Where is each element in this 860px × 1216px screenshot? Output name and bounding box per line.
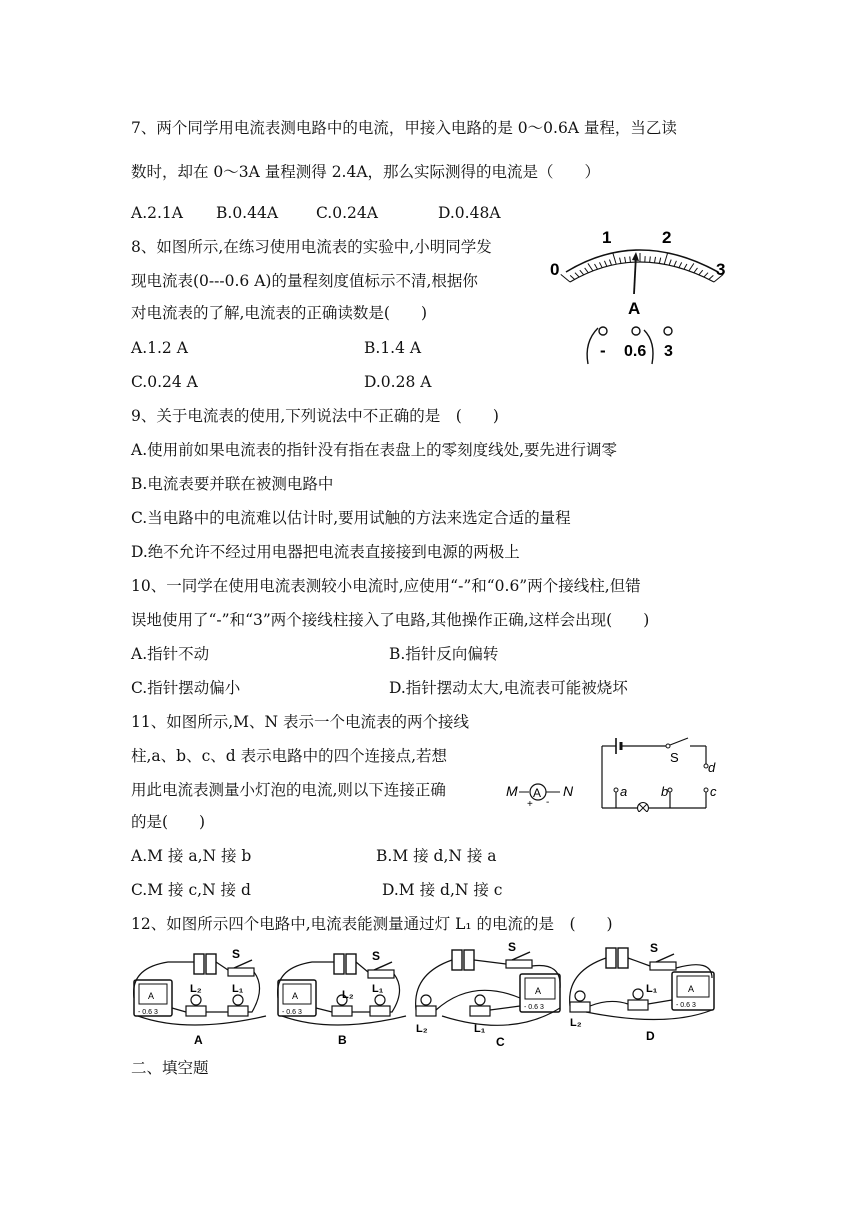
- q11-stem-line3: 用此电流表测量小灯泡的电流,则以下连接正确: [131, 781, 446, 799]
- dial-tick: [561, 274, 570, 282]
- circuit-mn-figure: [504, 732, 724, 812]
- lamp-l1-label: L₁: [232, 983, 244, 995]
- switch-label: S: [232, 947, 241, 961]
- q9-option-c: C.当电路中的电流难以估计时,要用试触的方法来选定合适的量程: [131, 509, 571, 527]
- battery-icon: [334, 954, 344, 974]
- dial-tick: [699, 270, 703, 275]
- ammeter-dial-figure: [540, 218, 740, 368]
- dial-tick: [630, 256, 631, 262]
- q10-option-d: D.指针摆动太大,电流表可能被烧坏: [389, 679, 628, 697]
- circuit-label: C: [496, 1035, 505, 1049]
- lamp-l2-label: L₂: [416, 1023, 428, 1035]
- circuit-a: [134, 947, 266, 1047]
- dial-tick: [609, 260, 611, 266]
- q11-stem-line4: 的是( ): [131, 813, 206, 831]
- ammeter-letter: A: [535, 986, 542, 996]
- battery-icon: [606, 948, 616, 968]
- switch-label: S: [372, 949, 381, 963]
- q9-option-a: A.使用前如果电流表的指针没有指在表盘上的零刻度线处,要先进行调零: [131, 441, 618, 459]
- terminal-3: [664, 327, 672, 335]
- q11-option-a: A.M 接 a,N 接 b: [131, 847, 252, 865]
- battery-icon: [194, 954, 204, 974]
- dial-tick: [659, 258, 660, 264]
- dial-tick: [654, 257, 655, 263]
- switch-icon: [506, 960, 532, 968]
- q8-option-b: B.1.4 A: [364, 339, 422, 357]
- lamp-l1-icon: [370, 1006, 390, 1016]
- battery-icon: [452, 950, 462, 970]
- dial-tick: [684, 264, 687, 269]
- q11-option-d: D.M 接 d,N 接 c: [382, 881, 503, 899]
- q10-stem-line2: 误地使用了“-”和“3”两个接线柱接入了电路,其他操作正确,这样会出现( ): [131, 611, 650, 629]
- dial-tick: [613, 253, 616, 264]
- q8-stem-line1: 8、如图所示,在练习使用电流表的实验中,小明同学发: [131, 238, 492, 256]
- ammeter-scale: - 0.6 3: [676, 1002, 696, 1009]
- terminal-0-6-label: 0.6: [624, 343, 647, 360]
- lamp-l2-label: L₂: [190, 983, 202, 995]
- scale-label-2: 2: [662, 228, 672, 247]
- q11-stem-line2: 柱,a、b、c、d 表示电路中的四个连接点,若想: [131, 747, 448, 765]
- dial-tick: [620, 258, 621, 264]
- point-c-label: c: [710, 784, 717, 799]
- lamp-l2-label: L₂: [342, 989, 354, 1001]
- q10-option-a: A.指针不动: [131, 645, 210, 663]
- small-ammeter-label: A: [533, 786, 542, 800]
- ammeter-scale: - 0.6 3: [524, 1004, 544, 1011]
- terminal-minus-label: -: [600, 341, 606, 360]
- dial-tick: [669, 260, 671, 266]
- q8-option-d: D.0.28 A: [364, 373, 432, 391]
- lamp-l1-icon: [470, 1006, 490, 1016]
- dial-tick: [588, 263, 593, 270]
- meter-letter: A: [628, 299, 641, 318]
- dial-tick: [650, 256, 651, 262]
- q7-option-d: D.0.48A: [438, 204, 501, 222]
- circuit-c: [416, 940, 560, 1049]
- point-b-label: b: [661, 784, 669, 799]
- terminal-3-label: 3: [664, 343, 673, 360]
- q12-circuits-figure: [128, 938, 738, 1050]
- switch-icon: [368, 970, 394, 978]
- dial-tick: [689, 263, 694, 270]
- dial-tick: [674, 261, 676, 267]
- circuit-label: A: [194, 1033, 203, 1047]
- lamp-l2-icon: [570, 1002, 590, 1012]
- q11-option-b: B.M 接 d,N 接 a: [376, 847, 497, 865]
- scale-label-3: 3: [716, 260, 726, 279]
- point-d-label: d: [708, 760, 716, 775]
- q11-option-c: C.M 接 c,N 接 d: [131, 881, 251, 899]
- q7-option-a: A.2.1A: [131, 204, 183, 222]
- switch-icon: [228, 968, 254, 976]
- dial-tick: [625, 257, 626, 263]
- ammeter-minus: -: [546, 797, 550, 808]
- section-2-title: 二、填空题: [131, 1059, 209, 1077]
- dial-tick: [594, 264, 597, 269]
- lamp-l1-label: L₁: [646, 983, 658, 995]
- switch-label: S: [508, 940, 517, 954]
- dial-tick: [694, 268, 698, 273]
- q9-option-b: B.电流表要并联在被测电路中: [131, 475, 334, 493]
- dial-tick: [604, 261, 606, 267]
- q11-stem-line1: 11、如图所示,M、N 表示一个电流表的两个接线: [131, 713, 470, 731]
- terminal-m-label: M: [506, 783, 518, 799]
- dial-tick: [575, 273, 579, 277]
- lamp-l1-icon: [228, 1006, 248, 1016]
- q9-stem: 9、关于电流表的使用,下列说法中不正确的是 ( ): [131, 407, 499, 425]
- circuit-label: B: [338, 1033, 347, 1047]
- circuit-label: D: [646, 1029, 655, 1043]
- dial-tick: [585, 268, 589, 273]
- q7-stem-line1: 7、两个同学用电流表测电路中的电流，甲接入电路的是 0～0.6A 量程，当乙读: [131, 119, 677, 137]
- terminal-minus: [599, 327, 607, 335]
- ammeter-letter: A: [148, 991, 155, 1001]
- dial-tick: [709, 275, 713, 279]
- lamp-l2-icon: [186, 1006, 206, 1016]
- lamp-l1-icon: [628, 1000, 648, 1010]
- q8-option-a: A.1.2 A: [131, 339, 188, 357]
- terminal-0-6: [632, 327, 640, 335]
- ammeter-plus: +: [527, 799, 533, 810]
- circuit-b: [278, 949, 406, 1047]
- q7-option-b: B.0.44A: [216, 204, 279, 222]
- switch-lever: [670, 738, 688, 745]
- dial-tick: [704, 273, 708, 277]
- point-a-label: a: [620, 784, 628, 799]
- lamp-l1-label: L₁: [372, 983, 384, 995]
- q7-option-c: C.0.24A: [316, 204, 378, 222]
- q10-option-b: B.指针反向偏转: [389, 645, 499, 663]
- q9-option-d: D.绝不允许不经过用电器把电流表直接接到电源的两极上: [131, 543, 520, 561]
- switch-icon: [650, 962, 676, 970]
- lamp-l2-label: L₂: [570, 1017, 582, 1029]
- switch-label: S: [670, 750, 679, 765]
- scale-label-1: 1: [602, 228, 612, 247]
- dial-tick: [679, 262, 682, 267]
- dial-tick: [580, 270, 584, 275]
- q12-stem: 12、如图所示四个电路中,电流表能测量通过灯 L₁ 的电流的是 ( ): [131, 915, 613, 933]
- dial-tick: [664, 253, 667, 264]
- dial-tick: [599, 262, 602, 267]
- ammeter-scale: - 0.6 3: [282, 1009, 302, 1016]
- dial-pointer: [634, 255, 636, 294]
- q7-stem-line2: 数时，却在 0～3A 量程测得 2.4A，那么实际测得的电流是（ ）: [131, 163, 601, 181]
- q8-option-c: C.0.24 A: [131, 373, 198, 391]
- circuit-d: [570, 941, 714, 1043]
- lamp-l1-label: L₁: [474, 1023, 486, 1035]
- q8-stem-line3: 对电流表的了解,电流表的正确读数是( ): [131, 304, 428, 322]
- ammeter-letter: A: [292, 991, 299, 1001]
- dial-tick: [570, 275, 574, 279]
- q8-stem-line2: 现电流表(0---0.6 A)的量程刻度值标示不清,根据你: [131, 272, 478, 290]
- lamp-l2-icon: [416, 1006, 436, 1016]
- lamp-l2-icon: [332, 1006, 352, 1016]
- terminal-n-label: N: [563, 783, 574, 799]
- q10-option-c: C.指针摆动偏小: [131, 679, 241, 697]
- scale-label-0: 0: [550, 260, 560, 279]
- q10-stem-line1: 10、一同学在使用电流表测较小电流时,应使用“-”和“0.6”两个接线柱,但错: [131, 577, 641, 595]
- ammeter-letter: A: [688, 984, 695, 994]
- switch-label: S: [650, 941, 659, 955]
- ammeter-scale: - 0.6 3: [138, 1009, 158, 1016]
